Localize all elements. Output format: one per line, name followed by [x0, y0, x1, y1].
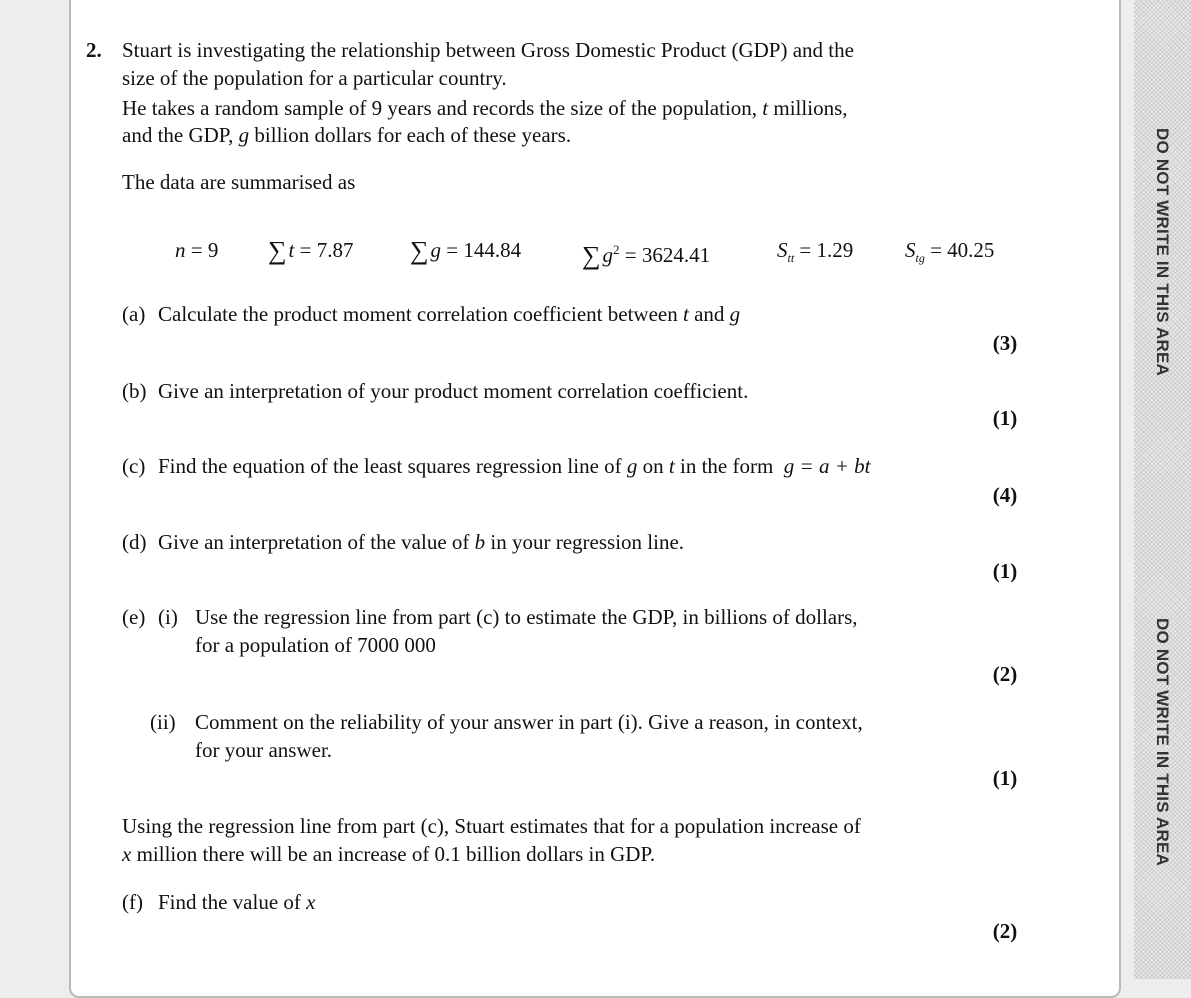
stat-sum-g: ∑g = 144.84	[410, 236, 522, 265]
part-d-text: Give an interpretation of the value of b in your regression line.	[158, 530, 685, 554]
part-e-ii-label: (ii)	[150, 710, 176, 734]
using-line-1: Using the regression line from part (c), Stuart estimates that for a population increase of	[122, 814, 861, 838]
part-e-i-line-2: for a population of 7000 000	[195, 633, 436, 657]
stat-stt: $S_{tt} = 1.29$	[777, 238, 854, 266]
intro-line-4: and the GDP, g billion dollars for each of these years.	[122, 123, 572, 147]
part-a-label: (a)	[122, 302, 146, 326]
part-b-label: (b)	[122, 379, 147, 403]
part-f-label: (f)	[122, 890, 143, 914]
intro-line-3: He takes a random sample of 9 years and records the size of the population, t millions,	[122, 96, 848, 120]
part-e-i-line-1: Use the regression line from part (c) to estimate the GDP, in billions of dollars,	[195, 605, 858, 629]
intro-line-2: size of the population for a particular country.	[122, 66, 507, 90]
part-c-text: Find the equation of the least squares regression line of g on t in the form g = a + bt	[158, 454, 871, 478]
part-a-marks: (3)	[992, 331, 1018, 355]
question-number: 2.	[86, 38, 102, 62]
part-b-text: Give an interpretation of your product moment correlation coefficient.	[158, 379, 749, 403]
part-a-text: Calculate the product moment correlation coefficient between t and g	[158, 302, 741, 326]
part-b-marks: (1)	[992, 406, 1018, 430]
part-f-marks: (2)	[992, 919, 1018, 943]
part-e-i-label: (i)	[158, 605, 178, 629]
stat-sum-t: ∑t = 7.87	[268, 236, 354, 265]
stat-stg: $S_{tg} = 40.25$	[905, 238, 995, 266]
using-line-2: x million there will be an increase of 0.1 billion dollars in GDP.	[122, 842, 656, 866]
part-f-text: Find the value of x	[158, 890, 316, 914]
part-e-label: (e)	[122, 605, 146, 629]
stat-n: n = 9	[175, 238, 219, 262]
part-c-label: (c)	[122, 454, 146, 478]
part-e-ii-line-2: for your answer.	[195, 738, 333, 762]
do-not-write-label-top: DO NOT WRITE IN THIS AREA	[1153, 127, 1172, 377]
part-d-label: (d)	[122, 530, 147, 554]
do-not-write-label-bottom: DO NOT WRITE IN THIS AREA	[1153, 617, 1172, 867]
part-e-i-marks: (2)	[992, 662, 1018, 686]
part-d-marks: (1)	[992, 559, 1018, 583]
part-c-marks: (4)	[992, 483, 1018, 507]
stat-sum-g2: $\sum g^2 = 3624.41$	[582, 241, 711, 270]
part-e-ii-marks: (1)	[992, 766, 1018, 790]
intro-line-1: Stuart is investigating the relationship between Gross Domestic Product (GDP) and the	[122, 38, 854, 62]
summary-intro: The data are summarised as	[122, 170, 356, 194]
part-e-ii-line-1: Comment on the reliability of your answer in part (i). Give a reason, in context,	[195, 710, 863, 734]
